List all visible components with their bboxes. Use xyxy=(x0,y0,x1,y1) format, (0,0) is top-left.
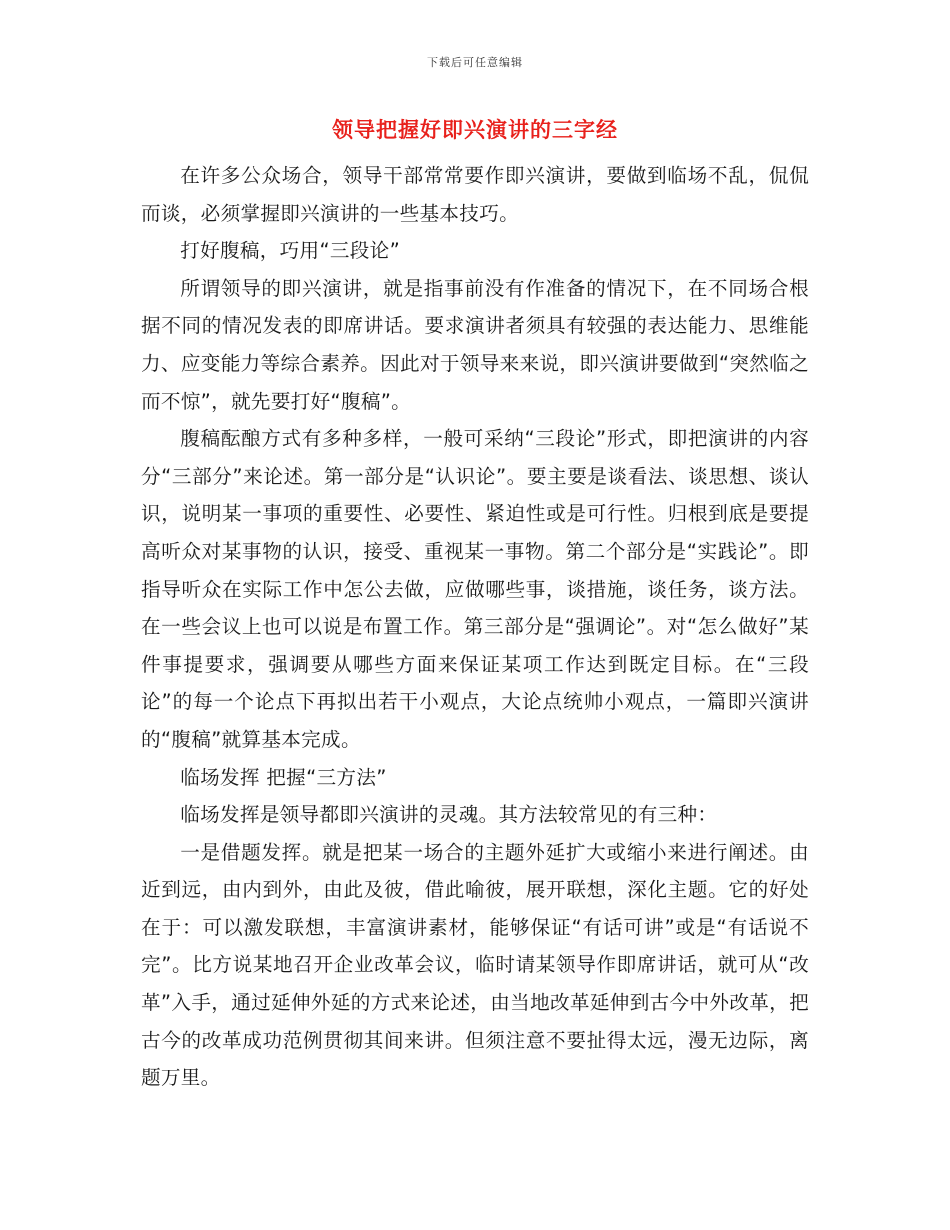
paragraph-improvise-intro: 临场发挥是领导都即兴演讲的灵魂。其方法较常见的有三种： xyxy=(180,803,718,827)
section-heading-draft: 打好腹稿，巧用“三段论” xyxy=(180,239,401,263)
paragraph-method-one: 一是借题发挥。就是把某一场合的主题外延扩大或缩小来进行阐述。由近到远，由内到外，由此及彼，借此喻彼，展开联想，深化主题。它的好处在于：可以激发联想，丰富演讲素材，能够保证“有话可讲”或是“有话说不完”。比方说某地召开企业改革会议，临时请某领导作即席讲话，就可从“改革”入手，通过延伸外延的方式来论述，由当地改革延伸到古今中外改革，把古今的改革成功范例贯彻其间来讲。但须注意不要扯得太远，漫无边际，离题万里。 xyxy=(141,840,809,1090)
paragraph-three-part-theory: 腹稿酝酿方式有多种多样，一般可采纳“三段论”形式，即把演讲的内容分“三部分”来论述。第一部分是“认识论”。要主要是谈看法、谈思想、谈认识，说明某一事项的重要性、必要性、紧迫性或是可行性。归根到底是要提高听众对某事物的认识，接受、重视某一事物。第二个部分是“实践论”。即指导听众在实际工作中怎公去做，应做哪些事，谈措施，谈任务，谈方法。在一些会议上也可以说是布置工作。第三部分是“强调论”。对“怎么做好”某件事提要求，强调要从哪些方面来保证某项工作达到既定目标。在“三段论”的每一个论点下再拟出若干小观点，大论点统帅小观点，一篇即兴演讲的“腹稿”就算基本完成。 xyxy=(141,427,809,751)
document-title: 领导把握好即兴演讲的三字经 xyxy=(332,118,618,142)
section-heading-improvise: 临场发挥 把握“三方法” xyxy=(180,765,387,789)
document-body xyxy=(141,157,809,1097)
paragraph-definition: 所谓领导的即兴演讲，就是指事前没有作准备的情况下，在不同场合根据不同的情况发表的即席讲话。要求演讲者须具有较强的表达能力、思维能力、应变能力等综合素养。因此对于领导来来说，即兴演讲要做到“突然临之而不惊”，就先要打好“腹稿”。 xyxy=(141,276,809,413)
paragraph-intro: 在许多公众场合，领导干部常常要作即兴演讲，要做到临场不乱，侃侃而谈，必须掌握即兴演讲的一些基本技巧。 xyxy=(141,164,809,225)
page-header: 下载后可任意编辑 xyxy=(427,56,523,69)
